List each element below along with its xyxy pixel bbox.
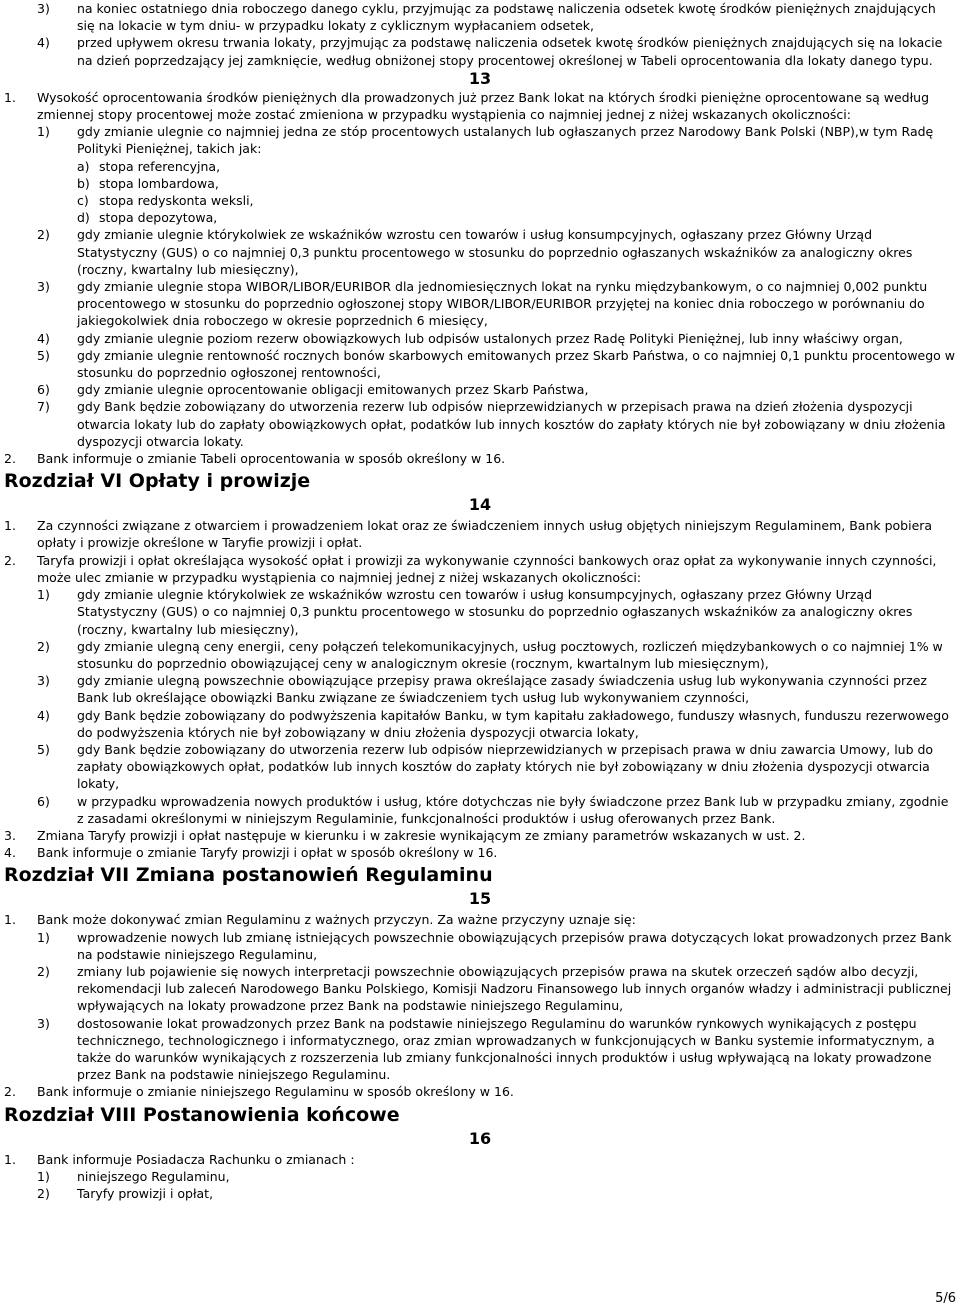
item-text: dostosowanie lokat prowadzonych przez Bank na podstawie niniejszego Regulaminu do warunków rynkowych wynikających z postępu technicznego, technologicznego i informatycznego, oraz zmian wprowadzanych w funkcjonujących w Banku systemie informatycznym, a także do warunków wynikających z rozszerzenia lub zmiany funkcjonalności innych produktów i usług wpływającą na lokaty prowadzone przez Bank na podstawie niniejszego Regulaminu. (77, 1015, 935, 1083)
item-number: 3) (37, 279, 50, 295)
paragraph-16-heading: 16 (468, 1128, 492, 1148)
list-item (4, 278, 956, 330)
letter-text: stopa referencyjna, (99, 158, 221, 174)
paragraph-13-heading: 13 (468, 68, 492, 88)
point-number: 1. (4, 89, 16, 105)
item-text: gdy zmianie ulegnie co najmniej jedna ze stóp procentowych ustalanych lub ogłaszanych przez Narodowy Bank Polski (NBP),w tym Radę Polityki Pieniężnej, takich jak: (77, 124, 934, 157)
paragraph-14-heading: 14 (468, 495, 492, 515)
point-number: 2. (4, 1084, 16, 1100)
item-number: 1) (37, 587, 50, 603)
chapter-7-heading: Rozdział VII Zmiana postanowień Regulaminu (4, 864, 493, 887)
point-text: Bank informuje o zmianie Taryfy prowizji i opłat w sposób określony w 16. (37, 845, 498, 861)
list-item (4, 638, 956, 672)
list-block-a (4, 0, 956, 69)
list-item (4, 347, 956, 381)
section-14-point-1 (4, 517, 956, 551)
list-item (4, 929, 956, 963)
point-number: 2. (4, 552, 16, 568)
item-text: gdy zmianie ulegnie oprocentowanie obligacji emitowanych przez Skarb Państwa, (77, 382, 589, 398)
list-item (4, 1015, 956, 1084)
point-text: Zmiana Taryfy prowizji i opłat następuje w kierunku i w zakresie wynikającym ze zmiany parametrów wskazanych w ust. 2. (37, 827, 806, 843)
letter-item (4, 192, 956, 209)
letter-item (4, 209, 956, 226)
item-number: 1) (37, 1168, 50, 1184)
item-text: przed upływem okresu trwania lokaty, przyjmując za podstawę naliczenia odsetek kwotę środków pieniężnych znajdujących się na lokacie na dzień poprzedzający jej zamknięcie, według obniżonej stopy procentowej określonej w Tabeli oprocentowania dla lokaty danego typu. (77, 35, 943, 68)
list-item (4, 123, 956, 157)
list-item (4, 1185, 956, 1202)
point-number: 2. (4, 451, 16, 467)
point-number: 4. (4, 845, 16, 861)
section-15-point-1 (4, 911, 956, 928)
chapter-6-heading: Rozdział VI Opłaty i prowizje (4, 470, 311, 493)
point-number: 3. (4, 827, 16, 843)
item-text: Taryfy prowizji i opłat, (77, 1185, 214, 1201)
point-text: Za czynności związane z otwarciem i prowadzeniem lokat oraz ze świadczeniem innych usług objętych niniejszym Regulaminem, Bank pobiera opłaty i prowizje określone w Taryfie prowizji i opłat. (37, 518, 933, 551)
item-text: gdy zmianie ulegną ceny energii, ceny połączeń telekomunikacyjnych, usług pocztowych, rozliczeń międzybankowych o co najmniej 1% w stosunku do poprzednio obowiązującej ceny w analogicznym okresie (rocznym, kwartalnym lub miesięcznym), (77, 638, 943, 671)
letter-label: c) (77, 193, 89, 209)
document-page (4, 0, 956, 1202)
list-item (4, 963, 956, 1015)
item-number: 7) (37, 399, 50, 415)
list-item (4, 34, 956, 68)
item-text: gdy zmianie ulegną powszechnie obowiązujące przepisy prawa określające zasady świadczenia usług lub wykonywania czynności przez Bank lub określające obowiązki Banku związane ze świadczeniem tych usług lub wykonywaniem czynności, (77, 673, 927, 706)
item-number: 3) (37, 1, 50, 16)
list-item (4, 741, 956, 793)
item-text: gdy zmianie ulegnie którykolwiek ze wskaźników wzrostu cen towarów i usług konsumpcyjnych, ogłaszany przez Główny Urząd Statystyczny (GUS) o co najmniej 0,3 punktu procentowego w stosunku do poprzednio ogłaszanych wskaźników za analogiczny okres (roczny, kwartalny lub miesięczny), (77, 227, 913, 277)
section-14-list (4, 586, 956, 827)
page-number: 5/6 (935, 1291, 956, 1306)
item-number: 2) (37, 638, 50, 654)
section-14-point-2 (4, 552, 956, 586)
item-text: niniejszego Regulaminu, (77, 1168, 230, 1184)
item-text: w przypadku wprowadzenia nowych produktów i usług, które dotychczas nie były świadczone przez Bank lub w przypadku zmiany, zgodnie z zasadami określonymi w niniejszym Regulaminie, funkcjonalności produktów i usług oferowanych przez Bank. (77, 793, 949, 826)
item-number: 6) (37, 382, 50, 398)
letter-label: d) (77, 210, 90, 226)
list-item (4, 398, 956, 450)
section-13-point-2 (4, 450, 956, 467)
letter-label: b) (77, 175, 90, 191)
item-number: 4) (37, 707, 50, 723)
section-13-list (4, 123, 956, 450)
point-number: 1. (4, 518, 16, 534)
chapter-8-heading: Rozdział VIII Postanowienia końcowe (4, 1103, 400, 1126)
item-number: 3) (37, 673, 50, 689)
letter-text: stopa redyskonta weksli, (99, 193, 254, 209)
list-item (4, 586, 956, 638)
item-text: gdy zmianie ulegnie rentowność rocznych bonów skarbowych emitowanych przez Skarb Państwa, o co najmniej 0,1 punktu procentowego w stosunku do poprzednio ogłoszonej rentowności, (77, 347, 956, 381)
item-number: 3) (37, 1015, 50, 1031)
item-text: gdy zmianie ulegnie poziom rezerw obowiązkowych lub odpisów ustalonych przez Radę Polityki Pieniężnej, lub inny właściwy organ, (77, 330, 903, 346)
item-number: 6) (37, 793, 50, 809)
section-16-list (4, 1168, 956, 1202)
item-number: 5) (37, 347, 50, 363)
item-number: 1) (37, 929, 50, 945)
letter-item (4, 175, 956, 192)
item-text: gdy Bank będzie zobowiązany do utworzenia rezerw lub odpisów nieprzewidzianych w przepisach prawa w dniu zawarcia Umowy, lub do zapłaty obowiązkowych opłat, podatków lub innych kosztów do zapłaty których nie był zobowiązany w dniu złożenia dyspozycji otwarcia lokaty, (77, 741, 934, 792)
point-text: Bank informuje o zmianie niniejszego Regulaminu w sposób określony w 16. (37, 1084, 514, 1100)
section-14-point-3 (4, 827, 956, 844)
item-number: 4) (37, 35, 50, 51)
point-text: Wysokość oprocentowania środków pieniężnych dla prowadzonych już przez Bank lokat na których środki pieniężne oprocentowane są według zmiennej stopy procentowej może zostać zmieniona w przypadku wystąpienia co najmniej jednej z niżej wskazanych okoliczności: (37, 89, 930, 123)
paragraph-15-heading: 15 (468, 889, 492, 909)
letter-text: stopa lombardowa, (99, 175, 219, 191)
item-number: 2) (37, 963, 50, 979)
point-number: 1. (4, 1151, 16, 1167)
list-item (4, 793, 956, 827)
list-item (4, 0, 956, 34)
item-number: 2) (37, 1185, 50, 1201)
letter-item (4, 158, 956, 175)
item-text: gdy Bank będzie zobowiązany do utworzenia rezerw lub odpisów nieprzewidzianych w przepisach prawa na dzień złożenia dyspozycji otwarcia lokaty lub do zapłaty obowiązkowych opłat, podatków lub innych kosztów do zapłaty których nie był zobowiązany w dniu złożenia dyspozycji otwarcia lokaty. (77, 399, 946, 449)
point-text: Bank może dokonywać zmian Regulaminu z ważnych przyczyn. Za ważne przyczyny uznaje się: (37, 912, 636, 928)
section-13-point-1 (4, 89, 956, 123)
list-item (4, 381, 956, 398)
item-text: gdy zmianie ulegnie którykolwiek ze wskaźników wzrostu cen towarów i usług konsumpcyjnych, ogłaszany przez Główny Urząd Statystyczny (GUS) o co najmniej 0,3 punktu procentowego w stosunku do poprzednio ogłaszanych wskaźników za analogiczny okres (roczny, kwartalny lub miesięczny), (77, 587, 913, 637)
point-number: 1. (4, 912, 16, 928)
point-text: Bank informuje o zmianie Tabeli oprocentowania w sposób określony w 16. (37, 451, 506, 467)
item-text: gdy zmianie ulegnie stopa WIBOR/LIBOR/EURIBOR dla jednomiesięcznych lokat na rynku międzybankowym, o co najmniej 0,002 punktu procentowego w stosunku do poprzednio ogłoszonej stopy WIBOR/LIBOR/EURIBOR przyjętej na koniec dnia roboczego w porównaniu do jakiegokolwiek dnia roboczego w okresie poprzednich 6 miesięcy, (77, 279, 928, 329)
item-text: gdy Bank będzie zobowiązany do podwyższenia kapitałów Banku, w tym kapitału zakładowego, funduszy własnych, funduszu rezerwowego do podwyższenia których nie był zobowiązany w dniu złożenia dyspozycji otwarcia lokaty, (77, 707, 949, 740)
list-item (4, 672, 956, 706)
item-number: 2) (37, 227, 50, 243)
item-number: 5) (37, 741, 50, 757)
item-number: 1) (37, 124, 50, 140)
item-text: wprowadzenie nowych lub zmianę istniejących powszechnie obowiązujących przepisów prawa dotyczących lokat prowadzonych przez Bank na podstawie niniejszego Regulaminu, (77, 929, 952, 962)
item-number: 4) (37, 330, 50, 346)
point-text: Bank informuje Posiadacza Rachunku o zmianach : (37, 1151, 355, 1167)
section-15-point-2 (4, 1083, 956, 1100)
list-item (4, 1168, 956, 1185)
letter-text: stopa depozytowa, (99, 210, 218, 226)
point-text: Taryfa prowizji i opłat określająca wysokość opłat i prowizji za wykonywanie czynności bankowych oraz opłat za wykonywanie innych czynności, może ulec zmianie w przypadku wystąpienia co najmniej jednej z niżej wskazanych okoliczności: (37, 552, 937, 585)
section-14-point-4 (4, 844, 956, 861)
list-item (4, 707, 956, 741)
list-item (4, 330, 956, 347)
item-text: na koniec ostatniego dnia roboczego danego cyklu, przyjmując za podstawę naliczenia odsetek kwotę środków pieniężnych znajdujących się na lokacie w tym dniu- w przypadku lokaty z cyklicznym wypłacaniem odsetek, (77, 1, 936, 34)
section-15-list (4, 929, 956, 1084)
item-text: zmiany lub pojawienie się nowych interpretacji powszechnie obowiązujących przepisów prawa na skutek orzeczeń sądów albo decyzji, rekomendacji lub zaleceń Narodowego Banku Polskiego, Komisji Nadzoru Finansowego lub innych organów władzy i administracji publicznej wpływających na lokaty prowadzone przez Bank na podstawie niniejszego Regulaminu, (77, 963, 952, 1014)
section-16-point-1 (4, 1151, 956, 1168)
list-item (4, 226, 956, 278)
letter-label: a) (77, 158, 90, 174)
